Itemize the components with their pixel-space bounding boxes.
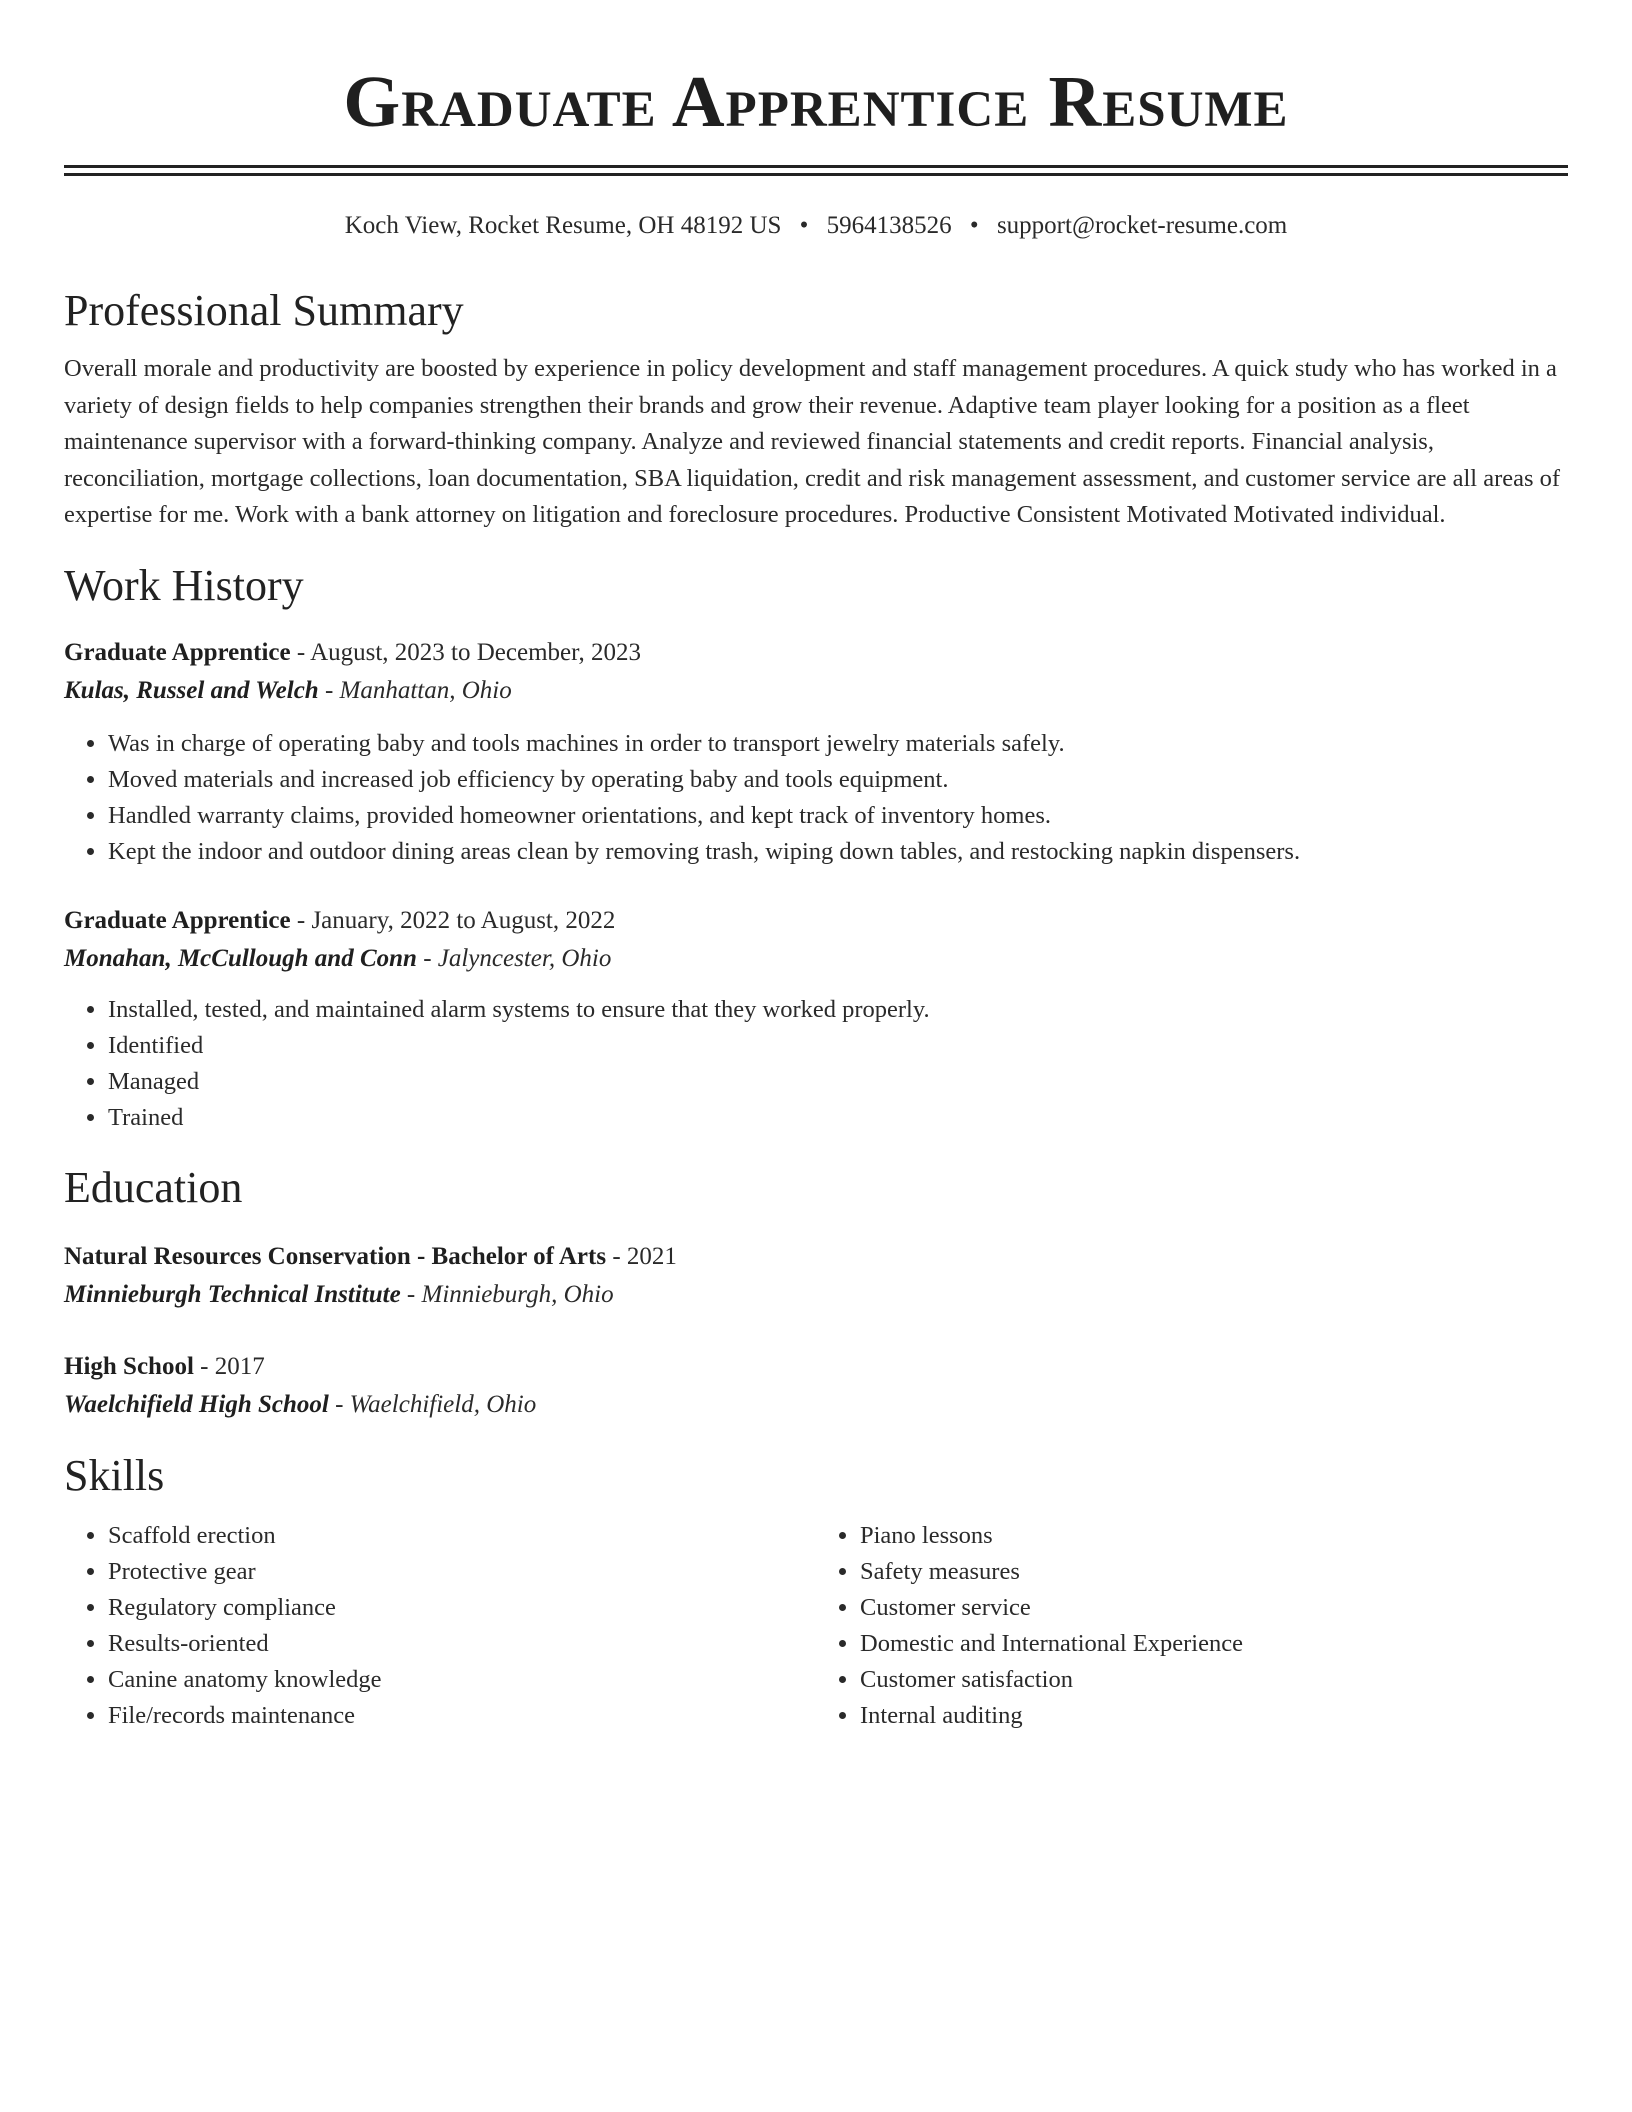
skills-columns: [64, 1518, 1568, 1734]
title-divider-bottom: [64, 173, 1568, 176]
education-location: - Waelchifield, Ohio: [328, 1390, 537, 1418]
education-heading: Education: [64, 1162, 243, 1212]
job-dates: - August, 2023 to December, 2023: [290, 638, 641, 666]
job-bullets: [64, 726, 1568, 870]
resume-title: Graduate Apprentice Resume: [343, 61, 1289, 142]
job-bullets: [64, 992, 1568, 1136]
skill-item: • Domestic and International Experience: [860, 1626, 1568, 1662]
job-bullet: • Handled warranty claims, provided homeowner orientations, and kept track of inventory homes.: [108, 798, 1568, 834]
skill-item: • File/records maintenance: [108, 1698, 816, 1734]
education-school-line: [64, 1386, 1568, 1424]
skill-item: • Results-oriented: [108, 1626, 816, 1662]
contact-address: Koch View, Rocket Resume, OH 48192 US: [344, 212, 782, 239]
job-title: Graduate Apprentice: [64, 638, 291, 666]
job-bullet: • Installed, tested, and maintained alarm systems to ensure that they worked properly.: [108, 992, 1568, 1028]
summary-heading: Professional Summary: [64, 286, 464, 335]
summary-text: Overall morale and productivity are boosted by experience in policy development and staff management procedures. A quick study who has worked in a variety of design fields to help companies strengthen their brands and grow their revenue. Adaptive team player looking for a position as a fleet maintenance supervisor with a forward-thinking company. Analyze and reviewed financial statements and credit reports. Financial analysis, reconciliation, mortgage collections, loan documentation, SBA liquidation, credit and risk management assessment, and customer service are all areas of expertise for me. Work with a bank attorney on litigation and foreclosure procedures. Productive Consistent Motivated Motivated individual.: [64, 355, 1561, 528]
job-bullet: • Kept the indoor and outdoor dining areas clean by removing trash, wiping down tables, and restocking napkin dispensers.: [108, 834, 1568, 870]
skill-item: • Canine anatomy knowledge: [108, 1662, 816, 1698]
skill-item: • Customer satisfaction: [860, 1662, 1568, 1698]
skill-item: • Customer service: [860, 1590, 1568, 1626]
contact-email: support@rocket-resume.com: [996, 212, 1288, 239]
skills-heading: Skills: [64, 1450, 165, 1500]
education-school: Waelchifield High School: [64, 1390, 329, 1418]
skill-item: • Protective gear: [108, 1554, 816, 1590]
job-bullet: • Trained: [108, 1100, 1568, 1136]
education-school-line: [64, 1276, 1568, 1314]
job-dates: - January, 2022 to August, 2022: [290, 906, 616, 934]
job-company-line: [64, 940, 1568, 978]
contact-line: [64, 209, 1568, 243]
education-location: - Minnieburgh, Ohio: [400, 1280, 614, 1308]
education-school: Minnieburgh Technical Institute: [64, 1280, 401, 1308]
education-entry: [64, 1348, 1568, 1424]
skill-item: • Scaffold erection: [108, 1518, 816, 1554]
title-divider-top: [64, 165, 1568, 168]
job-title-line: [64, 902, 1568, 940]
education-degree-line: [64, 1348, 1568, 1386]
job-location: - Jalyncester, Ohio: [416, 944, 612, 972]
job-title-line: [64, 634, 1568, 672]
work-history-heading: Work History: [64, 560, 304, 610]
skill-item: • Regulatory compliance: [108, 1590, 816, 1626]
education-year: - 2017: [193, 1352, 265, 1380]
skill-item: • Internal auditing: [860, 1698, 1568, 1734]
contact-separator: •: [799, 212, 809, 239]
education-year: - 2021: [606, 1242, 677, 1270]
education-entry: [64, 1238, 1568, 1314]
skills-list-right: [816, 1518, 1568, 1734]
job-title: Graduate Apprentice: [64, 906, 291, 934]
job-company: Kulas, Russel and Welch: [64, 676, 319, 704]
job-entry: [64, 902, 1568, 1136]
skill-item: • Piano lessons: [860, 1518, 1568, 1554]
job-location: - Manhattan, Ohio: [318, 676, 512, 704]
job-bullet: • Was in charge of operating baby and tools machines in order to transport jewelry materials safely.: [108, 726, 1568, 762]
skills-list-left: [64, 1518, 816, 1734]
contact-separator: •: [969, 212, 979, 239]
education-degree: High School: [64, 1352, 194, 1380]
job-bullet: • Managed: [108, 1064, 1568, 1100]
job-company-line: [64, 672, 1568, 710]
job-company: Monahan, McCullough and Conn: [64, 944, 417, 972]
skill-item: • Safety measures: [860, 1554, 1568, 1590]
job-bullet: • Identified: [108, 1028, 1568, 1064]
contact-phone: 5964138526: [826, 212, 952, 239]
education-degree-line: [64, 1238, 1568, 1276]
education-degree: Natural Resources Conservation - Bachelor of Arts: [64, 1242, 607, 1270]
job-bullet: • Moved materials and increased job efficiency by operating baby and tools equipment.: [108, 762, 1568, 798]
job-entry: [64, 634, 1568, 870]
